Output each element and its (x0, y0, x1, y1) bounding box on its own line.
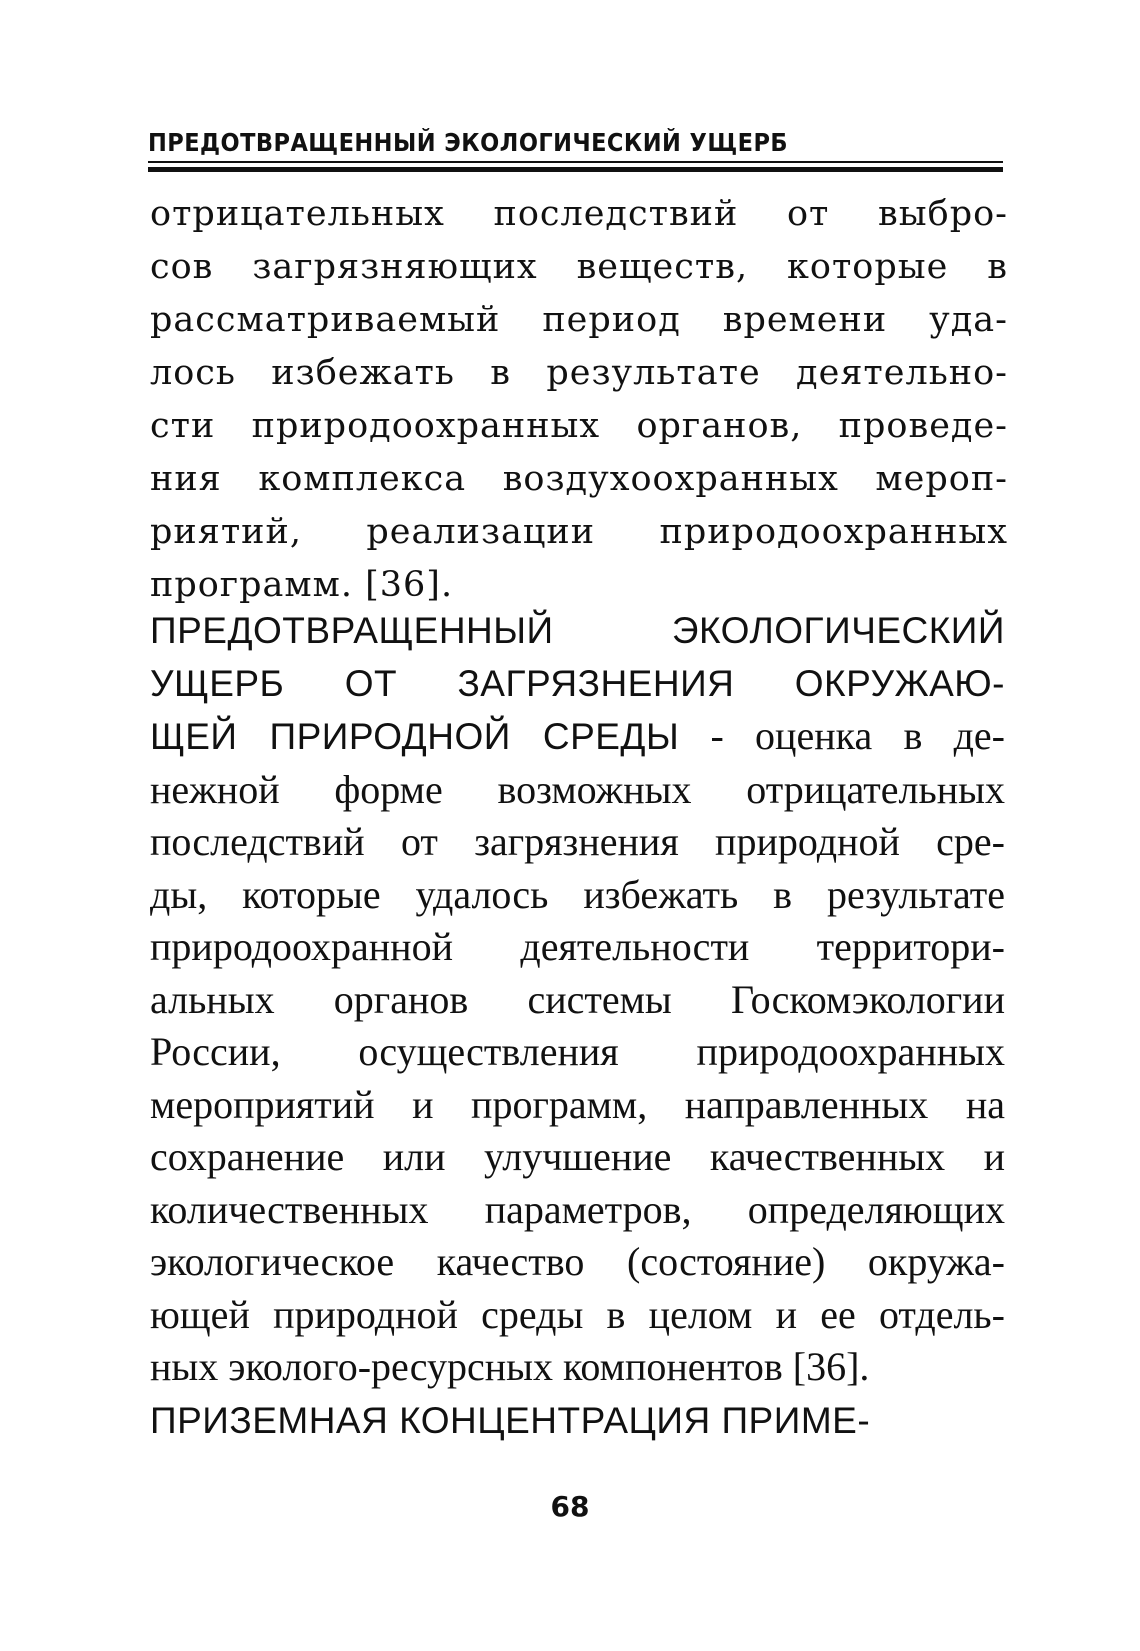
header-rule-thick (148, 167, 1003, 172)
definition-start: - оценка в де- (679, 713, 1005, 758)
definition-line: количественных параметров, определяющих (150, 1186, 1005, 1232)
paragraph-line: программ. [36]. (150, 565, 454, 605)
header-rule-thin (148, 161, 1003, 163)
definition-line: нежной форме возможных отрицательных (150, 766, 1005, 812)
entry-term-line: ПРЕДОТВРАЩЕННЫЙ ЭКОЛОГИЧЕСКИЙ (150, 610, 1005, 651)
running-head: ПРЕДОТВРАЩЕННЫЙ ЭКОЛОГИЧЕСКИЙ УЩЕРБ (148, 128, 788, 157)
definition-line: последствий от загрязнения природной сре- (150, 819, 1005, 864)
glossary-entry (150, 605, 1005, 1394)
paragraph-line: отрицательных последствий от выбро- (150, 194, 1008, 234)
definition-line: сохранение или улучшение качественных и (150, 1134, 1005, 1179)
definition-line: экологическое качество (состояние) окружа- (150, 1239, 1005, 1284)
definition-line: ды, которые удалось избежать в результате (150, 871, 1005, 917)
definition-line: ных эколого-ресурсных компонентов [36]. (150, 1344, 870, 1389)
definition-line: природоохранной деятельности территори- (150, 924, 1005, 969)
paragraph-line: лось избежать в результате деятельно- (150, 353, 1008, 393)
definition-line: России, осуществления природоохранных (150, 1029, 1005, 1074)
definition-line: мероприятий и программ, направленных на (150, 1081, 1005, 1127)
paragraph-line: сти природоохранных органов, проведе- (150, 406, 1008, 446)
continuation-paragraph (150, 188, 1008, 612)
paragraph-line: сов загрязняющих веществ, которые в (150, 247, 1008, 287)
entry-term-line: УЩЕРБ ОТ ЗАГРЯЗНЕНИЯ ОКРУЖАЮ- (150, 662, 1005, 704)
entry-term-line: ЩЕЙ ПРИРОДНОЙ СРЕДЫ (150, 716, 680, 757)
definition-line: альных органов системы Госкомэкологии (150, 976, 1005, 1022)
next-entry-term: ПРИЗЕМНАЯ КОНЦЕНТРАЦИЯ ПРИМЕ- (150, 1400, 871, 1441)
paragraph-line: ния комплекса воздухоохранных мероп- (150, 459, 1008, 499)
definition-line: ющей природной среды в целом и ее отдель- (150, 1291, 1005, 1337)
paragraph-line: рассматриваемый период времени уда- (150, 300, 1008, 340)
paragraph-line: риятий, реализации природоохранных (150, 512, 1008, 552)
page-number: 68 (550, 1490, 590, 1523)
entry-term-and-definition-line (150, 710, 1005, 764)
